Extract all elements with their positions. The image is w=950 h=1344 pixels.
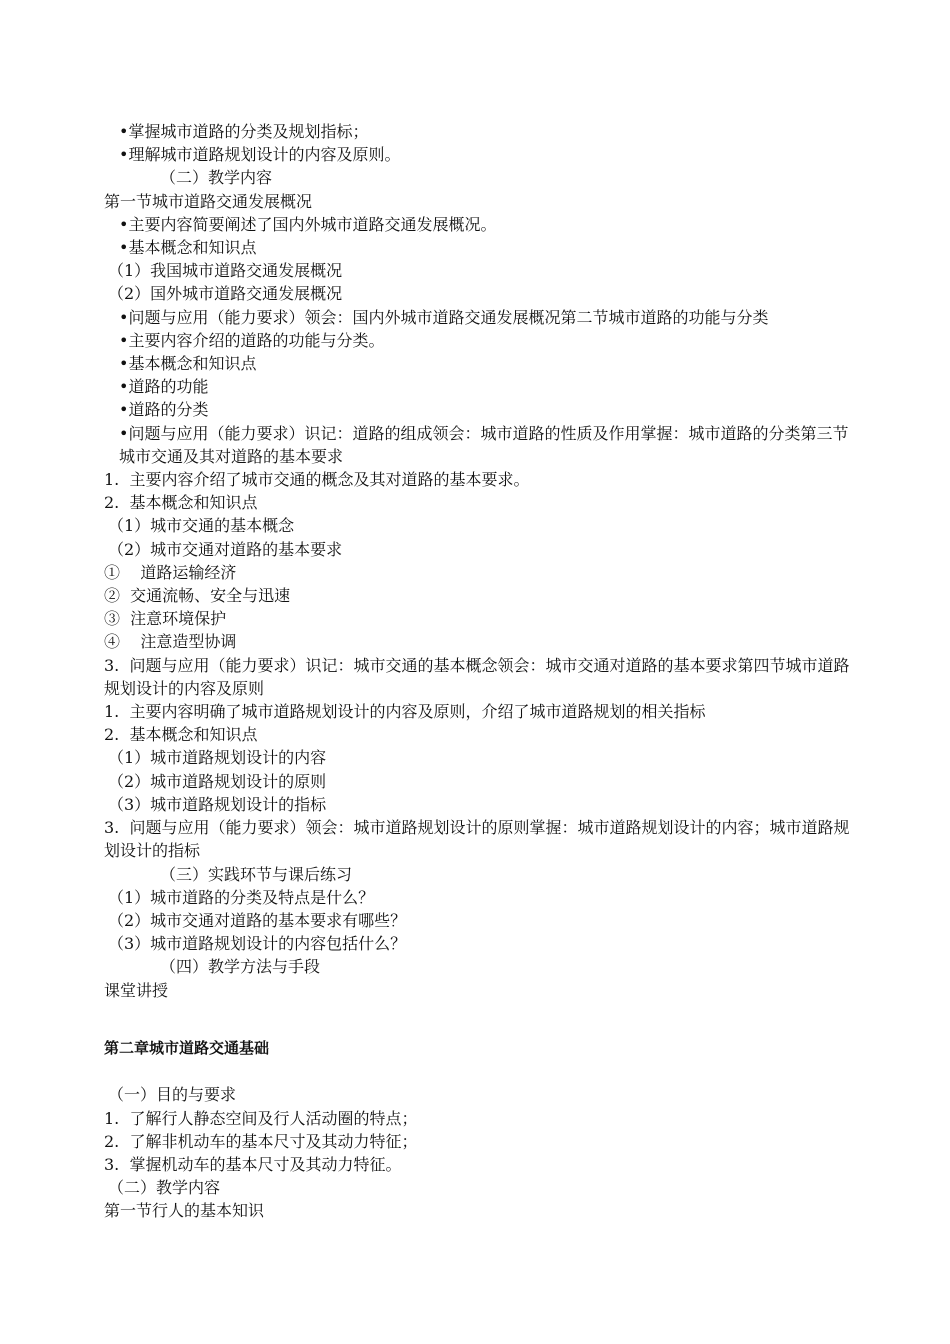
section-heading: （四）教学方法与手段 [160,957,321,977]
numbered-item: 2. 基本概念和知识点 [104,725,258,745]
list-item: （1）城市道路的分类及特点是什么？ [108,887,375,907]
numbered-item: 1. 了解行人静态空间及行人活动圈的特点； [104,1108,418,1128]
numbered-item: 3. 掌握机动车的基本尺寸及其动力特征。 [104,1154,402,1174]
section-heading: （二）教学内容 [108,1178,221,1198]
circled-item: ① 道路运输经济 [104,562,237,582]
list-item: （2）城市道路规划设计的原则 [108,771,327,791]
bullet-line: •主要内容简要阐述了国内外城市道路交通发展概况。 [119,214,497,234]
numbered-item: 2. 了解非机动车的基本尺寸及其动力特征； [104,1131,418,1151]
section-title: 第一节城市道路交通发展概况 [104,191,313,211]
bullet-line: •掌握城市道路的分类及规划指标； [119,122,369,141]
document-page [0,120,950,1223]
numbered-item: 1. 主要内容介绍了城市交通的概念及其对道路的基本要求。 [104,470,530,490]
spacer [0,1060,950,1083]
list-item: （1）城市交通的基本概念 [108,516,295,536]
list-item: （2）城市交通对道路的基本要求有哪些？ [108,910,407,930]
circled-item: ④ 注意造型协调 [104,632,237,652]
bullet-line: •道路的功能 [119,377,209,397]
section-heading: （一）目的与要求 [108,1085,237,1105]
list-item: （3）城市道路规划设计的指标 [108,794,327,814]
list-item: （3）城市道路规划设计的内容包括什么？ [108,934,407,954]
numbered-item: 2. 基本概念和知识点 [104,493,258,513]
bullet-line: •主要内容介绍的道路的功能与分类。 [119,330,385,350]
circled-item: ③ 注意环境保护 [104,609,227,629]
section-heading: （二）教学内容 [160,168,273,188]
list-item: （2）国外城市道路交通发展概况 [108,284,343,304]
bullet-line: •基本概念和知识点 [119,238,257,258]
section-heading: （三）实践环节与课后练习 [160,864,353,884]
bullet-line: •问题与应用（能力要求）领会：国内外城市道路交通发展概况第二节城市道路的功能与分类 [119,307,769,327]
chapter-title: 第二章城市道路交通基础 [104,1038,270,1057]
spacer [0,1002,950,1025]
paragraph: 课堂讲授 [104,980,169,1000]
bullet-line: •问题与应用（能力要求）识记：道路的组成领会：城市道路的性质及作用掌握：城市道路的分类第三节城市交通及其对道路的基本要求 [119,423,849,466]
numbered-item: 3. 问题与应用（能力要求）领会：城市道路规划设计的原则掌握：城市道路规划设计的内容；城市道路规划设计的指标 [104,818,850,861]
bullet-line: •理解城市道路规划设计的内容及原则。 [119,145,401,165]
spacer [0,1025,950,1037]
numbered-item: 3. 问题与应用（能力要求）识记：城市交通的基本概念领会：城市交通对道路的基本要求第四节城市道路规划设计的内容及原则 [104,655,850,698]
list-item: （1）城市道路规划设计的内容 [108,748,327,768]
list-item: （1）我国城市道路交通发展概况 [108,261,343,281]
bullet-line: •道路的分类 [119,400,209,420]
numbered-item: 1. 主要内容明确了城市道路规划设计的内容及原则，介绍了城市道路规划的相关指标 [104,702,706,722]
bullet-line: •基本概念和知识点 [119,354,257,374]
section-title: 第一节行人的基本知识 [104,1201,265,1221]
list-item: （2）城市交通对道路的基本要求 [108,539,343,559]
circled-item: ② 交通流畅、安全与迅速 [104,586,291,606]
